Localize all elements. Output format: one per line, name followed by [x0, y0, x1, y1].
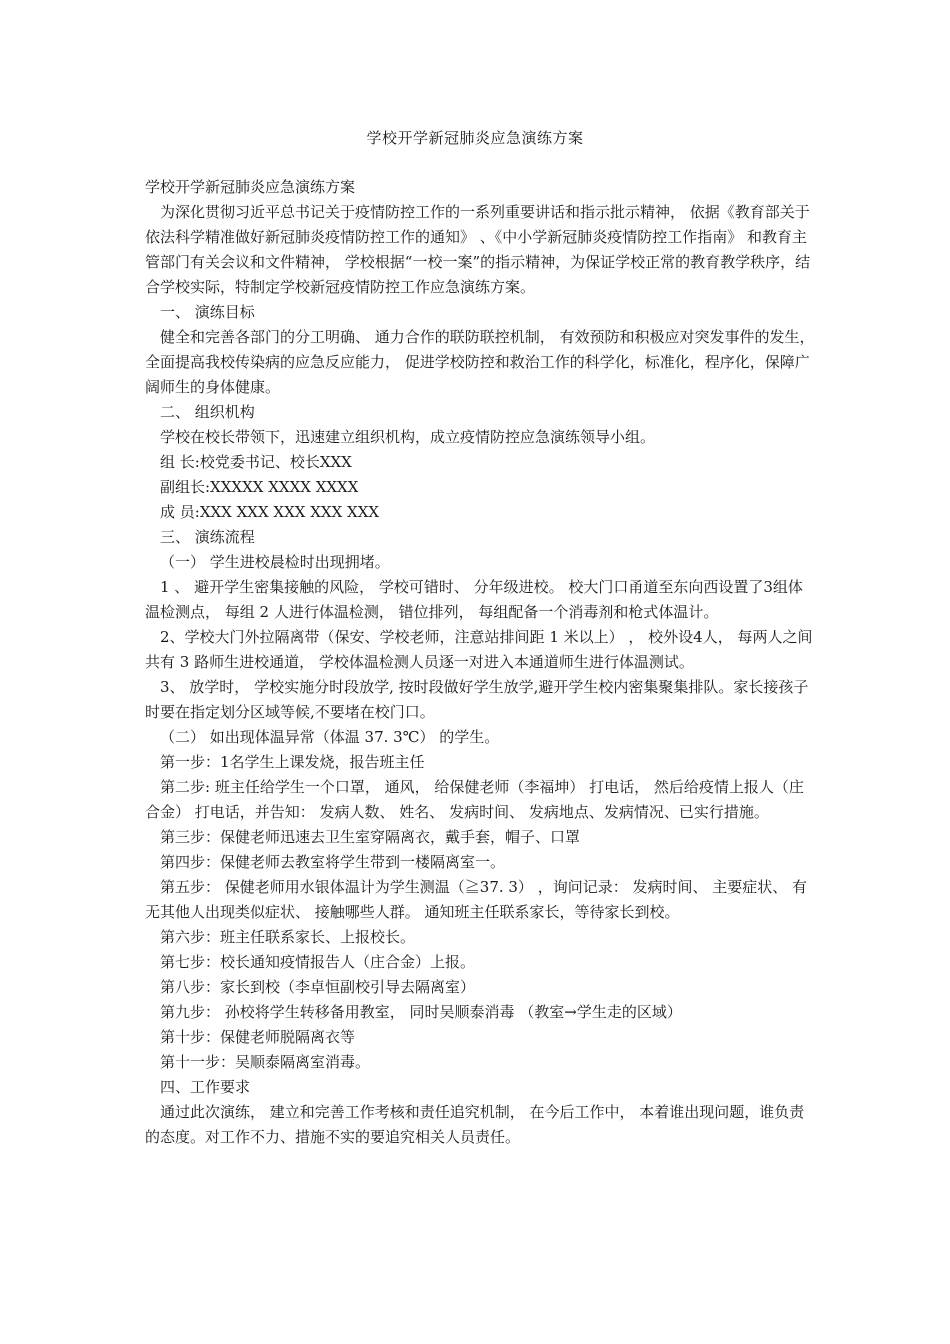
- step-9: 第九步： 孙校将学生转移备用教室， 同时吴顺泰消毒 （教室→学生走的区域）: [160, 1003, 682, 1021]
- goals-paragraph: 健全和完善各部门的分工明确、 通力合作的联防联控机制， 有效预防和积极应对突发事件的发生， 全面提高我校传染病的应急反应能力， 促进学校防控和救治工作的科学化，标准化，程序化，保障广阔师生的身体健康。: [145, 328, 815, 396]
- org-deputy-line: 副组长:XXXXX XXXX XXXX: [160, 478, 359, 496]
- document-subtitle: 学校开学新冠肺炎应急演练方案: [145, 178, 356, 196]
- step-8: 第八步：家长到校（李卓恒副校引导去隔离室）: [160, 978, 476, 996]
- step-7: 第七步：校长通知疫情报告人（庄合金）上报。: [160, 953, 476, 971]
- document-title: 学校开学新冠肺炎应急演练方案: [366, 129, 584, 147]
- step-6: 第六步：班主任联系家长、上报校长。: [160, 928, 416, 946]
- requirements-paragraph: 通过此次演练， 建立和完善工作考核和责任追究机制， 在今后工作中， 本着谁出现问题，谁负责的态度。对工作不力、措施不实的要追究相关人员责任。: [145, 1103, 805, 1146]
- process-item-2: 2、学校大门外拉隔离带（保安、学校老师，注意站排间距 1 米以上） ， 校外设4人， 每两人之间共有 3 路师生进校通道， 学校体温检测人员逐一对进入本通道师生进行体温测试。: [145, 628, 813, 671]
- intro-paragraph: 为深化贯彻习近平总书记关于疫情防控工作的一系列重要讲话和指示批示精神， 依据《教育部关于依法科学精准做好新冠肺炎疫情防控工作的通知》 、《中小学新冠肺炎疫情防控工作指南》 和教育主管部门有关会议和文件精神， 学校根据“一校一案”的指示精神，为保证学校正常的教育教学秩序，结合学校实际，特制定学校新冠疫情防控工作应急演练方案。: [145, 203, 811, 296]
- section-heading-process: 三、 演练流程: [160, 528, 255, 546]
- subsection-heading-congestion: （一） 学生进校晨检时出现拥堵。: [160, 553, 390, 571]
- step-11: 第十一步：吴顺泰隔离室消毒。: [160, 1053, 371, 1071]
- organization-paragraph: 学校在校长带领下，迅速建立组织机构，成立疫情防控应急演练领导小组。: [160, 428, 656, 446]
- section-heading-goals: 一、 演练目标: [160, 303, 255, 321]
- step-3: 第三步：保健老师迅速去卫生室穿隔离衣，戴手套，帽子、口罩: [160, 828, 581, 846]
- document-body: [145, 175, 815, 1150]
- step-2: 第二步: 班主任给学生一个口罩， 通风， 给保健老师（李福坤） 打电话， 然后给疫情上报人（庄合金） 打电话，并告知： 发病人数、 姓名、 发病时间、 发病地点、发病情况、已实行措施。: [145, 778, 804, 821]
- step-10: 第十步：保健老师脱隔离衣等: [160, 1028, 356, 1046]
- org-members-line: 成 员:XXX XXX XXX XXX XXX: [160, 503, 380, 521]
- section-heading-organization: 二、 组织机构: [160, 403, 255, 421]
- org-leader-line: 组 长:校党委书记、校长XXX: [160, 453, 352, 471]
- step-5: 第五步： 保健老师用水银体温计为学生测温（≧37. 3） ，询问记录： 发病时间、 主要症状、 有无其他人出现类似症状、 接触哪些人群。 通知班主任联系家长，等待家长到校。: [145, 878, 808, 921]
- process-item-1: 1 、 避开学生密集接触的风险， 学校可错时、 分年级进校。 校大门口甬道至东向西设置了3组体温检测点， 每组 2 人进行体温检测， 错位排列， 每组配备一个消毒剂和枪式体温计。: [145, 578, 803, 621]
- subsection-heading-fever: （二） 如出现体温异常（体温 37. 3℃） 的学生。: [160, 728, 500, 746]
- step-1: 第一步：1名学生上课发烧，报告班主任: [160, 753, 425, 771]
- section-heading-requirements: 四、工作要求: [160, 1078, 251, 1096]
- step-4: 第四步：保健老师去教室将学生带到一楼隔离室一。: [160, 853, 506, 871]
- process-item-3: 3、 放学时， 学校实施分时段放学, 按时段做好学生放学,避开学生校内密集聚集排队。家长接孩子时要在指定划分区域等候,不要堵在校门口。: [145, 678, 809, 721]
